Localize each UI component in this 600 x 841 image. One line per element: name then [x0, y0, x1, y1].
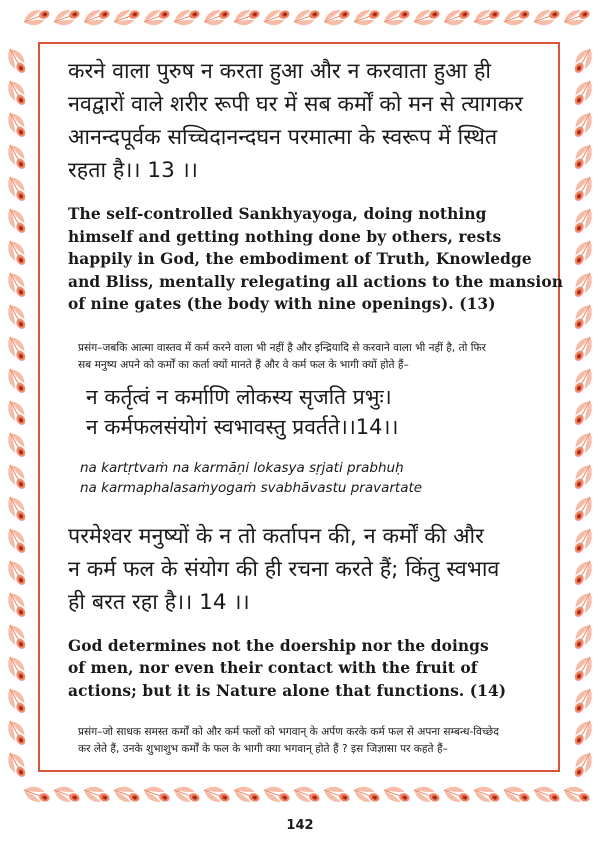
prasang-line: प्रसंग–जबकि आत्मा वास्तव में कर्म करने वाला भी नहीं है और इन्द्रियादि से करवाने वाला भी नहीं है, तो फिर — [78, 341, 486, 354]
prasang-line: प्रसंग–जो साधक समस्त कर्मों को और कर्म फलों को भगवान् के अर्पण करके कर्म फल से अपना सम्बन्ध-विच्छेद — [78, 726, 499, 738]
feather-icon — [562, 6, 592, 29]
prasang-line: सब मनुष्य अपने को कर्मों का कर्ता क्यों मानते हैं और वे कर्म फल के भागी क्यों होते हैं– — [78, 358, 409, 371]
feather-icon — [22, 783, 52, 806]
english-line: and Bliss, mentally relegating all actions to the mansion — [68, 272, 564, 291]
verse-number: (14) — [469, 681, 507, 700]
feather-icon — [570, 717, 596, 748]
feather-icon — [570, 333, 596, 364]
feather-icon — [322, 783, 352, 806]
feather-icon — [4, 45, 30, 76]
feather-icon — [232, 783, 262, 806]
feather-icon — [142, 6, 172, 29]
feather-icon — [4, 77, 30, 108]
feather-icon — [262, 6, 292, 29]
feather-icon — [202, 6, 232, 29]
hindi-line: ही बरत रहा है।। 14 ।। — [68, 589, 250, 615]
hindi-translation-14 — [68, 520, 538, 619]
feather-icon — [4, 653, 30, 684]
feather-icon — [172, 6, 202, 29]
sanskrit-line: न कर्तृत्वं न कर्माणि लोकस्य सृजति प्रभुः। — [86, 384, 392, 409]
feather-icon — [570, 525, 596, 556]
feather-icon — [4, 365, 30, 396]
feather-icon — [412, 6, 442, 29]
feather-icon — [442, 6, 472, 29]
feather-icon — [532, 783, 562, 806]
feather-icon — [562, 783, 592, 806]
feather-icon — [4, 493, 30, 524]
feather-icon — [570, 269, 596, 300]
transliteration-line: na kartṛtvaṁ na karmāṇi lokasya sṛjati prabhuḥ — [80, 459, 404, 476]
feather-icon — [232, 6, 262, 29]
feather-icon — [4, 333, 30, 364]
feather-icon — [570, 653, 596, 684]
english-translation-13 — [68, 203, 564, 316]
feather-icon — [570, 621, 596, 652]
feather-icon — [52, 6, 82, 29]
feather-icon — [570, 493, 596, 524]
english-line: God determines not the doership nor the doings — [68, 636, 489, 655]
prasang-context-2 — [78, 724, 538, 758]
hindi-line: करने वाला पुरुष न करता हुआ और न करवाता हुआ ही — [68, 59, 491, 84]
feather-icon — [4, 621, 30, 652]
feather-icon — [570, 557, 596, 588]
feather-icon — [112, 783, 142, 806]
feather-icon — [4, 685, 30, 716]
feather-icon — [570, 141, 596, 172]
feather-icon — [142, 783, 172, 806]
feather-icon — [352, 6, 382, 29]
prasang-line: कर लेते हैं, उनके शुभाशुभ कर्मों के फल के भागी क्या भगवान् होते हैं ? इस जिज्ञासा पर कहते हैं– — [78, 743, 448, 755]
english-last-line — [68, 293, 538, 316]
transliteration-14 — [80, 458, 538, 498]
feather-icon — [570, 109, 596, 140]
hindi-line: नवद्वारों वाले शरीर रूपी घर में सब कर्मों को मन से त्यागकर — [68, 92, 523, 117]
feather-icon — [172, 783, 202, 806]
feather-icon — [82, 783, 112, 806]
english-line: of nine gates (the body with nine openings). — [68, 295, 454, 313]
feather-icon — [570, 461, 596, 492]
english-line: The self-controlled Sankhyayoga, doing nothing — [68, 205, 487, 223]
feather-icon — [442, 783, 472, 806]
feather-icon — [570, 45, 596, 76]
feather-icon — [502, 783, 532, 806]
feather-icon — [4, 141, 30, 172]
feather-icon — [570, 205, 596, 236]
feather-icon — [4, 717, 30, 748]
feather-icon — [570, 301, 596, 332]
feather-icon — [22, 6, 52, 29]
feather-icon — [4, 749, 30, 780]
feather-icon — [112, 6, 142, 29]
hindi-line: परमेश्वर मनुष्यों के न तो कर्तापन की, न कर्मों की और — [68, 523, 484, 549]
feather-icon — [202, 783, 232, 806]
feather-icon — [4, 205, 30, 236]
feather-icon — [262, 783, 292, 806]
feather-icon — [4, 301, 30, 332]
verse-number: (13) — [459, 295, 496, 313]
feather-icon — [4, 269, 30, 300]
english-line: himself and getting nothing done by others, rests — [68, 227, 502, 246]
feather-icon — [4, 589, 30, 620]
feather-icon — [4, 173, 30, 204]
feather-icon — [570, 237, 596, 268]
feather-icon — [4, 237, 30, 268]
feather-icon — [570, 365, 596, 396]
feather-icon — [4, 109, 30, 140]
feather-icon — [570, 77, 596, 108]
feather-icon — [532, 6, 562, 29]
hindi-line: रहता है।। 13 ।। — [68, 158, 198, 183]
feather-icon — [292, 6, 322, 29]
english-line: actions; but it is Nature alone that functions. — [68, 681, 465, 700]
page-content — [68, 55, 564, 758]
feather-icon — [4, 525, 30, 556]
feather-icon — [502, 6, 532, 29]
sanskrit-verse-14 — [86, 382, 538, 442]
feather-icon — [52, 783, 82, 806]
feather-icon — [292, 783, 322, 806]
english-line: of men, nor even their contact with the fruit of — [68, 659, 478, 677]
transliteration-line: na karmaphalasaṁyogaṁ svabhāvastu pravartate — [80, 479, 423, 496]
feather-icon — [570, 173, 596, 204]
feather-icon — [82, 6, 112, 29]
sanskrit-line: न कर्मफलसंयोगं स्वभावस्तु प्रवर्तते।।14।। — [86, 414, 399, 439]
page-number: 142 — [286, 818, 314, 833]
feather-icon — [4, 397, 30, 428]
feather-icon — [570, 429, 596, 460]
feather-icon — [352, 783, 382, 806]
hindi-translation-13 — [68, 55, 538, 187]
feather-icon — [570, 589, 596, 620]
hindi-line: न कर्म फल के संयोग की ही रचना करते हैं; किंतु स्वभाव — [68, 556, 500, 582]
feather-icon — [472, 6, 502, 29]
feather-icon — [382, 783, 412, 806]
english-translation-14 — [68, 635, 538, 703]
feather-icon — [570, 685, 596, 716]
hindi-line: आनन्दपूर्वक सच्चिदानन्दघन परमात्मा के स्वरूप में स्थित — [68, 125, 498, 150]
feather-icon — [4, 429, 30, 460]
feather-icon — [4, 557, 30, 588]
feather-icon — [472, 783, 502, 806]
feather-icon — [322, 6, 352, 29]
feather-icon — [412, 783, 442, 806]
prasang-context-1 — [78, 340, 538, 374]
english-line: happily in God, the embodiment of Truth, Knowledge — [68, 250, 532, 268]
feather-icon — [4, 461, 30, 492]
feather-icon — [570, 397, 596, 428]
english-last-line — [68, 680, 538, 703]
feather-icon — [382, 6, 412, 29]
feather-icon — [570, 749, 596, 780]
